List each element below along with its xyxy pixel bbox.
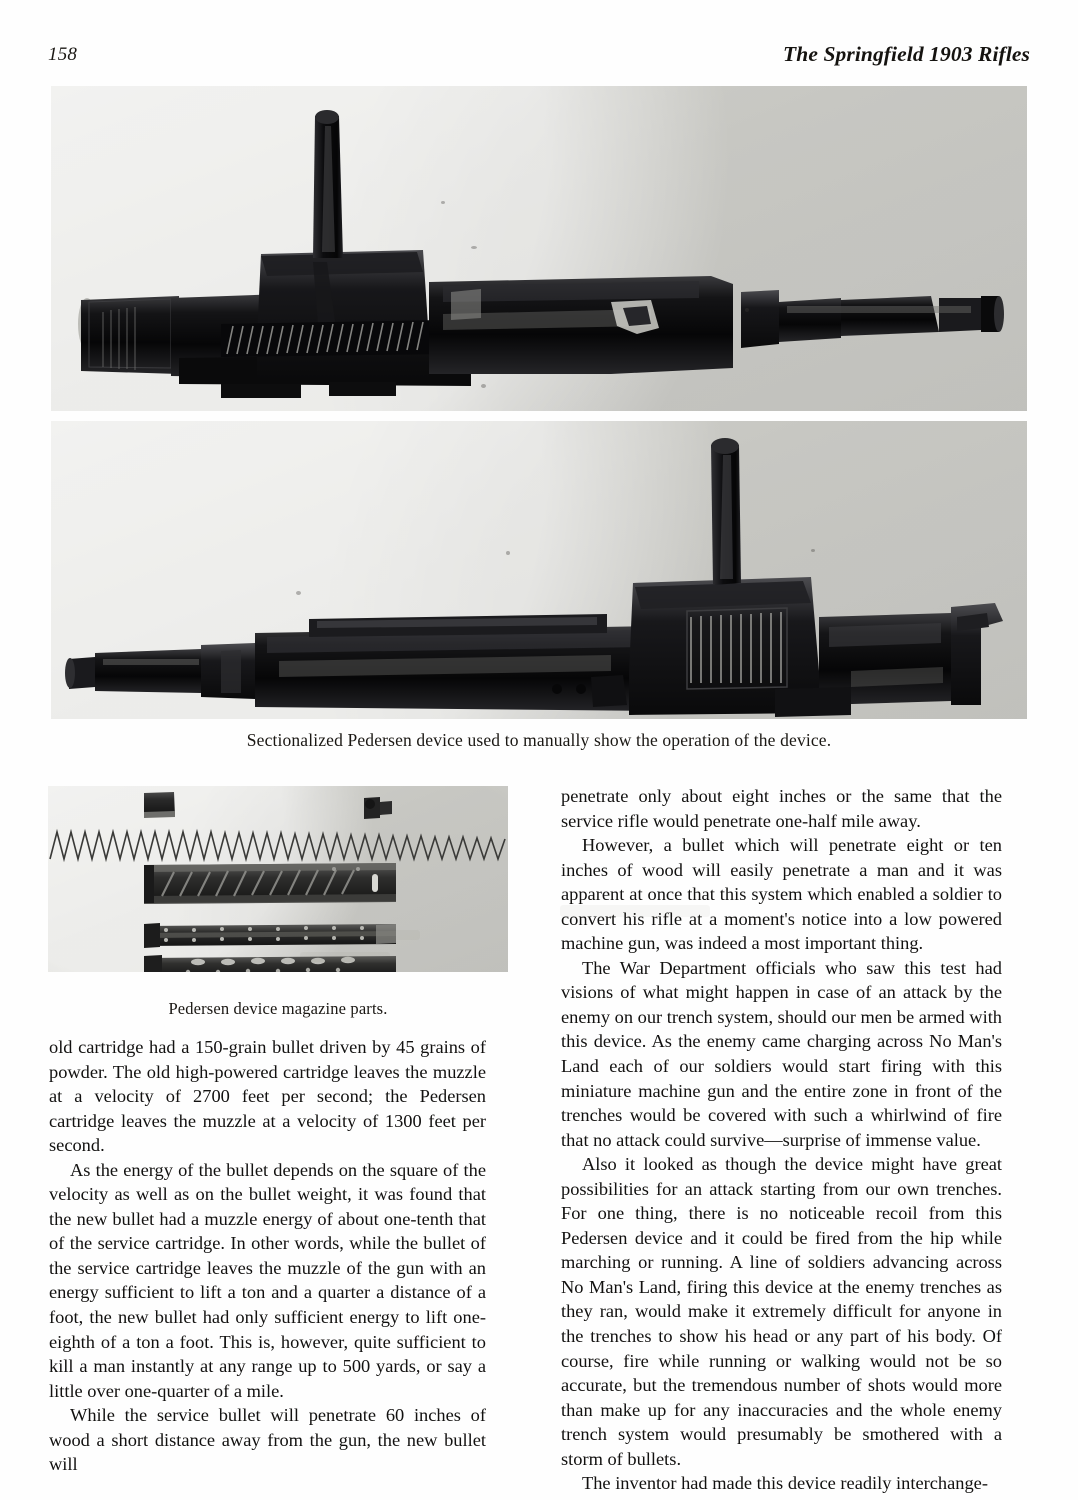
figure-caption-magazine: Pedersen device magazine parts. [168,999,388,1018]
paragraph: old cartridge had a 150-grain bullet driven by 45 grains of powder. The old high-powered cartridge leaves the muzzle at a velocity of 2700 feet per second; the Pedersen cartridge leaves the muzzle at a velocity of 1300 feet per second. [49,1037,486,1156]
magazine-parts-illustration [48,786,508,972]
paragraph: penetrate only about eight inches or the same that the service rifle would penetrate one-half mile away. [561,786,1002,831]
page-number: 158 [48,44,78,65]
paragraph: However, a bullet which will penetrate eight or ten inches of wood will easily penetrate a man and it was apparent at once that this system which enabled a soldier to convert his rifle at a moment's notice into a low powered machine gun, was indeed a most important thing. [561,835,1002,954]
paragraph: The inventor had made this device readily interchange- [582,1473,988,1494]
book-title: The Springfield 1903 Rifles [783,42,1030,66]
paragraph: While the service bullet will penetrate 60 inches of wood a short distance away from the gun, the new bullet will [49,1405,486,1475]
pedersen-device-illustration-top [51,86,1027,411]
figure-sectionalized-pedersen-device-top [51,86,1027,411]
paragraph: The War Department officials who saw this test had visions of what might happen in case of an attack by the enemy on our trench system, should our men be armed with this device. As the enemy came charging across No Man's Land each of our soldiers would start firing with this miniature machine gun and the entire zone in front of the trenches would be covered with such a whirlwind of fire that no attack could survive—surprise of immense value. [561,957,1002,1150]
text-column-right [561,784,1002,1496]
running-head [48,44,1030,74]
figure-sectionalized-pedersen-device-bottom [51,421,1027,719]
figure-caption-main: Sectionalized Pedersen device used to manually show the operation of the device. [246,730,832,750]
figure-pedersen-magazine-parts [48,786,508,972]
paragraph: As the energy of the bullet depends on the square of the velocity as well as on the bullet weight, it was found that the new bullet had a muzzle energy of about one-tenth that of the service cartridge. In other words, while the bullet of the service cartridge leaves the muzzle of the gun with an energy sufficient to lift a ton and a quarter a distance of a foot, the new bullet had only sufficient energy to lift one-eighth of a ton a foot. This is, however, quite sufficient to kill a man instantly at any range up to 500 yards, or say a little over one-quarter of a mile. [49,1159,486,1401]
pedersen-device-illustration-bottom [51,421,1027,719]
paragraph: Also it looked as though the device might have great possibilities for an attack starting from our own trenches. For one thing, there is no noticeable recoil from this Pedersen device and it could be fired from the hip while marching or running. A line of soldiers advancing across No Man's Land, firing this device at the enemy trenches as they ran, would make it extremely difficult for anyone in the trenches to show his head or any part of his body. Of course, fire while running or walking would not be so accurate, but the tremendous number of shots would more than make up for any inaccuracies and the whole enemy trench system would presumably be smothered with a storm of bullets. [561,1154,1002,1469]
text-column-left [49,1035,486,1477]
